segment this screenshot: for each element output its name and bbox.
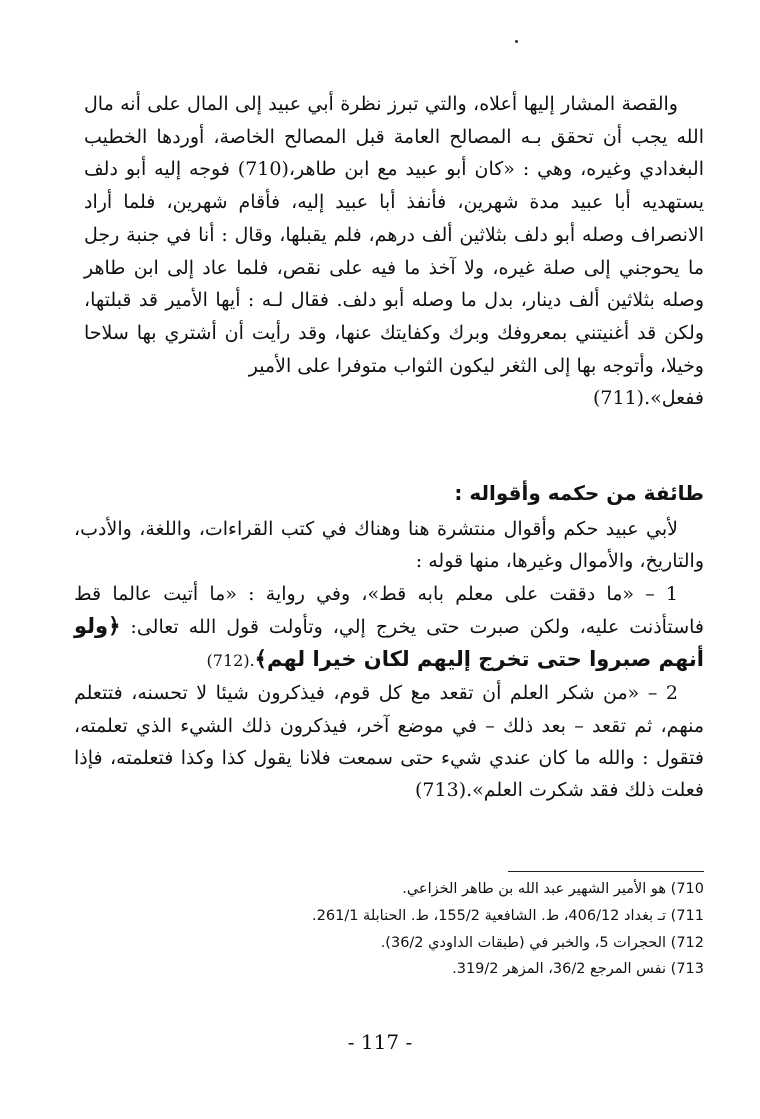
main-paragraph (84, 88, 704, 415)
footnote-712: 712) الحجرات 5، والخبر في (طبقات الداودي 36/2). (380, 934, 704, 951)
section-title: طائفة من حكمه وأقواله : (454, 481, 704, 505)
footnote-separator (508, 871, 704, 872)
saying-1 (74, 578, 704, 678)
footnote-710: 710) هو الأمير الشهير عبد الله بن طاهر الخزاعي. (402, 881, 704, 897)
section-intro: لأبي عبيد حكم وأقوال منتشرة هنا وهناك في كتب القراءات، واللغة، والأدب، والتاريخ، والأموال وغيرها، منها قوله : (74, 518, 704, 573)
paragraph-end: ففعل».(711) (592, 387, 704, 410)
footnote-711: 711) تـ بغداد 406/12، ط. الشافعية 155/2، ط. الحنابلة 261/1. (312, 907, 704, 924)
scan-speck (515, 40, 518, 43)
footnotes (120, 876, 704, 983)
footnote-713: 713) نفس المرجع 36/2، المزهر 319/2. (452, 961, 704, 978)
saying-2: 2 – «من شكر العلم أن تقعد مع كل قوم، فيذكرون شيئا لا تحسنه، فتتعلم منهم، ثم تقعد – بعد ذلك – في موضع آخر، فيذكرون ذلك الشيء الذي تعلمته، فتقول : والله ما كان عندي شيء حتى سمعت فلانا يقول كذا وكذا فتعلمته، فإذا فعلت ذلك فقد شكرت العلم».(713) (74, 682, 704, 802)
paragraph-abu-ubaid-story: والقصة المشار إليها أعلاه، والتي تبرز نظرة أبي عبيد إلى المال على أنه مال الله يجب أن تحقق بـه المصالح العامة قبل المصالح الخاصة، أوردها الخطيب البغدادي وغيره، وهي : «كان أبو عبيد مع ابن طاهر،(710) فوجه إليه أبو دلف يستهديه أبا عبيد مدة شهرين، فأنفذ أبا عبيد إليه، فأقام شهرين، فلما أراد الانصراف وصله أبو دلف بثلاثين ألف درهم، فلم يقبلها، وقال : أنا في جنبة رجل ما يحوجني إلى صلة غيره، ولا آخذ ما فيه على نقص، فلما عاد إلى ابن طاهر وصله بثلاثين ألف دينار، بدل ما وصله أبو دلف. فقال لـه : أيها الأمير قد قبلتها، ولكن قد أغنيتني بمعروفك وبرك وكفايتك عنها، وقد رأيت أن أشتري بها سلاحا وخيلا، وأتوجه بها إلى الثغر ليكون الثواب متوفرا على الأمير (84, 93, 704, 377)
quran-verse: ﴿ولو أنهم صبروا حتى تخرج إليهم لكان خيرا لهم﴾ (74, 613, 704, 672)
page-number: - 117 - (347, 1030, 413, 1054)
sayings-section (74, 513, 704, 807)
saying-1-text: 1 – «ما دققت على معلم بابه قط»، وفي رواية : «ما أتيت عالما قط فاستأذنت عليه، ولكن صبرت حتى يخرج إلي، وتأولت قول الله تعالى: (74, 582, 704, 638)
footnote-ref-712: .(712) (206, 651, 255, 671)
